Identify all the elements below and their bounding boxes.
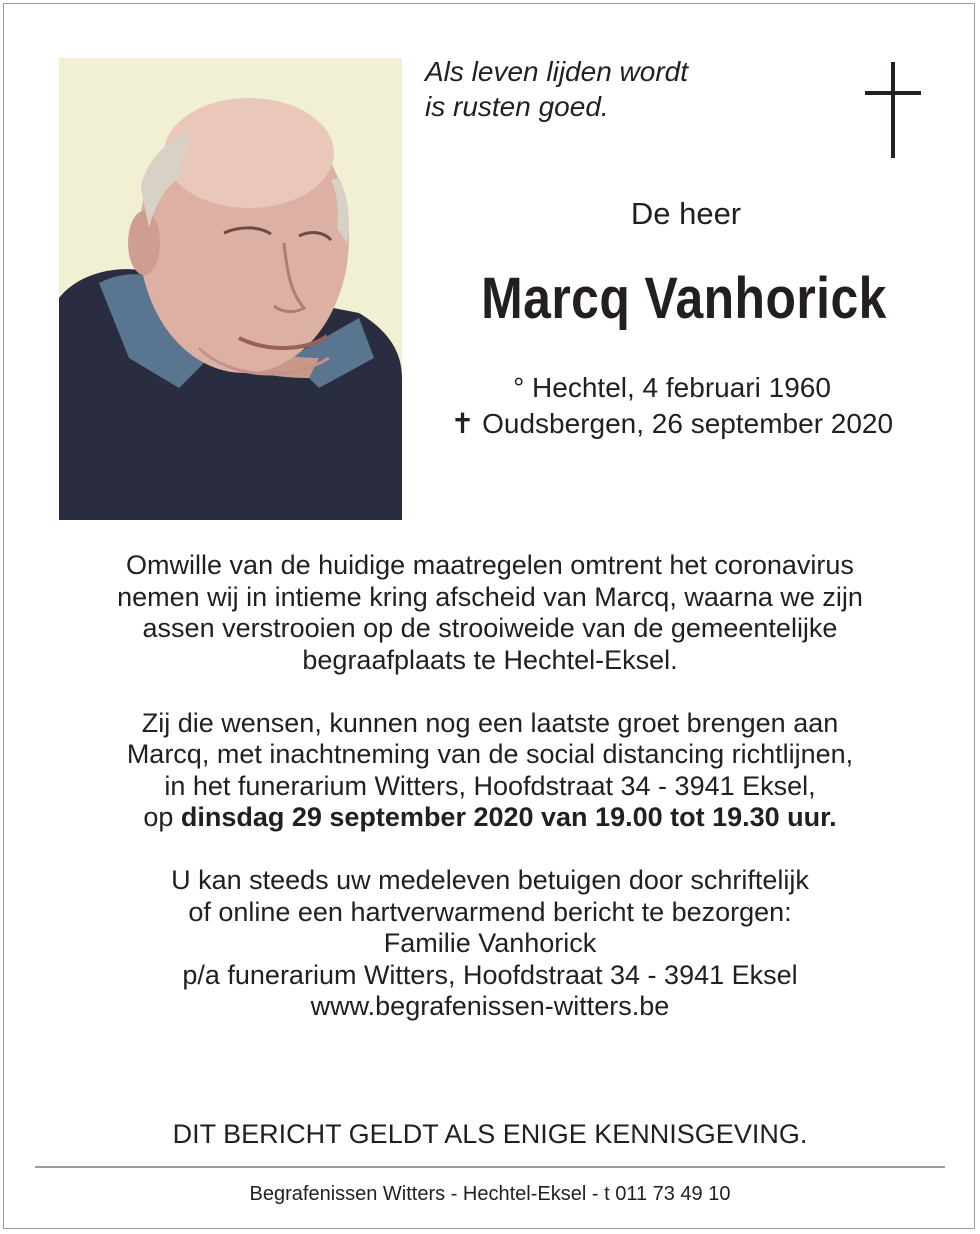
body-text <box>40 550 940 1023</box>
deceased-name: Marcq Vanhorick <box>481 266 887 331</box>
funeral-home-address: p/a funerarium Witters, Hoofdstraat 34 - 3941 Eksel <box>182 959 798 990</box>
text-line: Omwille van de huidige maatregelen omtrent het coronavirus <box>126 550 854 580</box>
text-line: nemen wij in intieme kring afscheid van Marcq, waarna we zijn <box>117 581 863 612</box>
visitation-time-line <box>40 802 940 834</box>
paragraph-condolences <box>40 865 940 1023</box>
text-line: begraafplaats te Hechtel-Eksel. <box>302 644 678 675</box>
death-date: ✝ Oudsbergen, 26 september 2020 <box>450 408 894 439</box>
quote-line-2: is rusten goed. <box>425 91 609 122</box>
text-line: Zij die wensen, kunnen nog een laatste groet brengen aan <box>141 707 839 738</box>
honorific: De heer <box>630 196 742 231</box>
visitation-time: dinsdag 29 september 2020 van 19.00 tot 19.30 uur. <box>180 802 837 832</box>
text-line: Marcq, met inachtneming van de social distancing richtlijnen, <box>126 739 854 769</box>
dates <box>418 370 926 442</box>
paragraph-arrangements <box>40 550 940 676</box>
visitation-prefix: op <box>143 802 181 832</box>
text-line: of online een hartverwarmend bericht te bezorgen: <box>188 896 792 927</box>
portrait-photo <box>59 58 402 520</box>
birth-date: ° Hechtel, 4 februari 1960 <box>513 372 831 403</box>
footer-funeral-home: Begrafenissen Witters - Hechtel-Eksel - t 011 73 49 10 <box>249 1183 731 1205</box>
text-line: in het funerarium Witters, Hoofdstraat 34 - 3941 Eksel, <box>164 770 816 801</box>
paragraph-visitation <box>40 708 940 834</box>
website-link[interactable]: www.begrafenissen-witters.be <box>310 991 670 1021</box>
quote-line-1: Als leven lijden wordt <box>425 56 689 87</box>
family-name: Familie Vanhorick <box>383 928 597 958</box>
cross-icon <box>865 62 921 158</box>
official-notice: DIT BERICHT GELDT ALS ENIGE KENNISGEVING. <box>172 1119 808 1149</box>
text-line: U kan steeds uw medeleven betuigen door schriftelijk <box>171 865 809 895</box>
text-line: assen verstrooien op de strooiweide van de gemeentelijke <box>142 613 838 643</box>
divider <box>35 1166 945 1168</box>
quote <box>425 54 688 124</box>
